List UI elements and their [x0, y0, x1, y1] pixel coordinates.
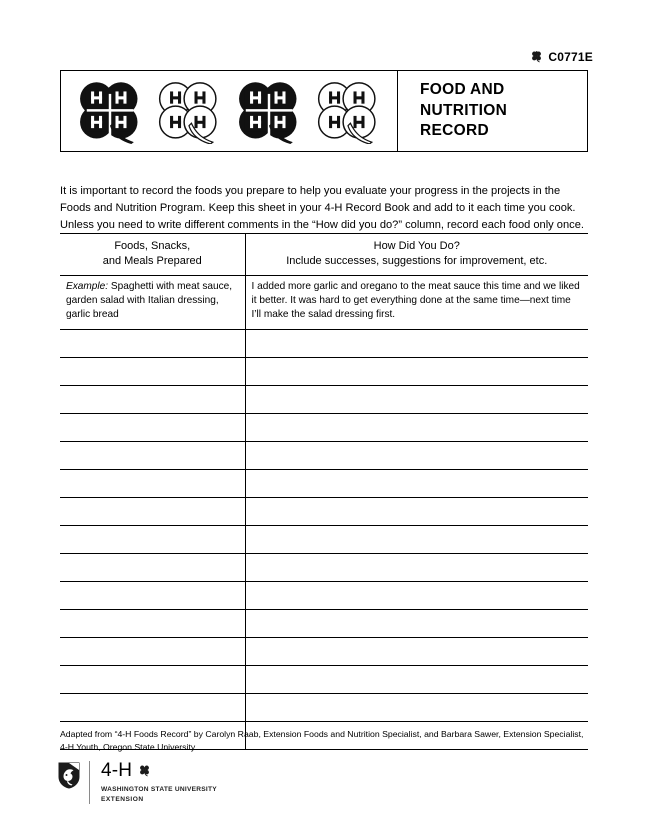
- how-did-you-do-cell[interactable]: [245, 497, 588, 525]
- table-body: [60, 275, 588, 749]
- publication-code: [530, 50, 593, 63]
- example-how-cell[interactable]: I added more garlic and oregano to the meat sauce this time and we liked it better. It was hard to get everything done at the same time—next time I’ll make the salad dressing first.: [245, 275, 588, 329]
- how-did-you-do-cell[interactable]: [245, 525, 588, 553]
- foods-cell[interactable]: [60, 553, 245, 581]
- document-title: [398, 71, 587, 151]
- example-label: Example:: [66, 280, 109, 292]
- table-row: [60, 581, 588, 609]
- clover-icon: [530, 50, 543, 63]
- how-did-you-do-cell[interactable]: [245, 665, 588, 693]
- document-title-line-3: RECORD: [420, 122, 489, 140]
- column-header-foods-line-1: Foods, Snacks,: [114, 240, 191, 252]
- clover-icon: [232, 78, 306, 144]
- foods-cell[interactable]: [60, 581, 245, 609]
- how-did-you-do-cell[interactable]: [245, 637, 588, 665]
- footer-brand-4h: 4-H: [101, 760, 133, 781]
- clover-icon: [311, 78, 385, 144]
- example-foods-text: Spaghetti with meat sauce, garden salad with Italian dressing, garlic bread: [66, 280, 233, 321]
- table-row: [60, 609, 588, 637]
- foods-cell[interactable]: [60, 441, 245, 469]
- table-row: [60, 441, 588, 469]
- table-row-example: [60, 275, 588, 329]
- how-did-you-do-cell[interactable]: [245, 329, 588, 357]
- wsu-cougar-shield-icon: [58, 761, 80, 794]
- document-title-line-1: FOOD AND: [420, 81, 505, 99]
- how-did-you-do-cell[interactable]: [245, 693, 588, 721]
- table-row: [60, 497, 588, 525]
- footer-logo-lockup: [58, 761, 217, 804]
- foods-cell[interactable]: [60, 693, 245, 721]
- table-row: [60, 329, 588, 357]
- foods-cell[interactable]: [60, 609, 245, 637]
- table-row: [60, 665, 588, 693]
- table-row: [60, 637, 588, 665]
- how-did-you-do-cell[interactable]: [245, 469, 588, 497]
- foods-cell[interactable]: [60, 497, 245, 525]
- how-did-you-do-cell[interactable]: [245, 581, 588, 609]
- how-did-you-do-cell[interactable]: [245, 413, 588, 441]
- how-did-you-do-cell[interactable]: [245, 385, 588, 413]
- example-foods-cell[interactable]: [60, 275, 245, 329]
- column-header-foods: [60, 234, 245, 276]
- column-header-foods-line-2: and Meals Prepared: [102, 254, 202, 267]
- footer-university-name: WASHINGTON STATE UNIVERSITY: [101, 786, 217, 793]
- document-title-line-2: NUTRITION: [420, 101, 508, 119]
- table-row: [60, 693, 588, 721]
- how-did-you-do-cell[interactable]: [245, 441, 588, 469]
- table-row: [60, 385, 588, 413]
- column-header-how-did-you-do: [245, 234, 588, 276]
- header-logo-group: [61, 71, 398, 151]
- how-did-you-do-cell[interactable]: [245, 609, 588, 637]
- how-did-you-do-cell[interactable]: [245, 553, 588, 581]
- intro-paragraph: It is important to record the foods you prepare to help you evaluate your progress in the projects in the Foods and Nutrition Program. Keep this sheet in your 4-H Record Book and add to it each time you cook. Unless you need to write different comments in the “How did you do?” column, record each food only once.: [60, 185, 584, 232]
- foods-cell[interactable]: [60, 413, 245, 441]
- footer-unit-name: EXTENSION: [101, 795, 144, 803]
- foods-cell[interactable]: [60, 637, 245, 665]
- foods-cell[interactable]: [60, 329, 245, 357]
- publication-code-text: C0771E: [548, 49, 593, 64]
- table-row: [60, 357, 588, 385]
- table-row: [60, 553, 588, 581]
- foods-cell[interactable]: [60, 357, 245, 385]
- clover-icon: [138, 764, 151, 777]
- table-row: [60, 413, 588, 441]
- header-banner: [60, 70, 588, 152]
- foods-cell[interactable]: [60, 665, 245, 693]
- foods-cell[interactable]: [60, 385, 245, 413]
- table-row: [60, 525, 588, 553]
- table-row: [60, 469, 588, 497]
- attribution-note: Adapted from “4-H Foods Record” by Carolyn Raab, Extension Foods and Nutrition Specialist, and Barbara Sawer, Extension Specialist, 4-H Youth, Oregon State University.: [60, 728, 584, 752]
- clover-icon: [152, 78, 226, 144]
- how-did-you-do-cell[interactable]: [245, 357, 588, 385]
- table-header-row: [60, 234, 588, 276]
- clover-icon: [73, 78, 147, 144]
- foods-cell[interactable]: [60, 469, 245, 497]
- column-header-how-line-2: Include successes, suggestions for improvement, etc.: [286, 254, 548, 267]
- foods-cell[interactable]: [60, 525, 245, 553]
- logo-divider: [89, 761, 90, 804]
- food-record-table: [60, 233, 588, 750]
- column-header-how-line-1: How Did You Do?: [373, 240, 460, 252]
